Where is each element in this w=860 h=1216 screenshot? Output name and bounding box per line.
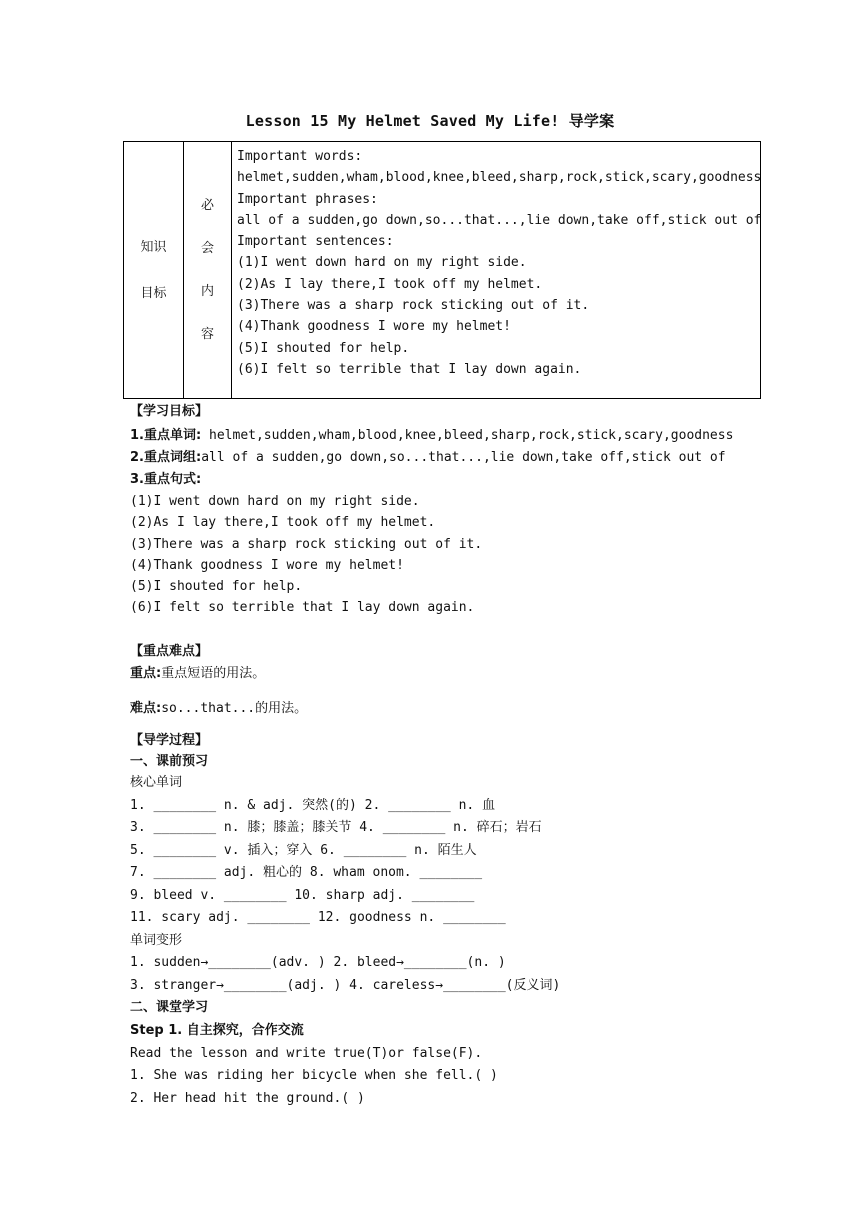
knowledge-target-table <box>123 141 761 399</box>
table-line: (3)There was a sharp rock sticking out of it. <box>237 298 590 314</box>
process-instruction: Read the lesson and write true(T)or false(F). <box>130 1046 483 1061</box>
process-part2: 二、课堂学习 <box>130 1000 209 1015</box>
table-col-required-content <box>184 142 232 399</box>
difficulty-key <box>130 663 265 684</box>
goals-phrases <box>130 447 726 468</box>
vocab-line: 3. ________ n. 膝；膝盖；膝关节 4. ________ n. 碎石；岩石 <box>130 820 542 835</box>
table-col2-char-3: 内 <box>200 284 214 299</box>
table-line: Important sentences: <box>237 234 394 250</box>
goals-sentence: (3)There was a sharp rock sticking out of it. <box>130 537 483 552</box>
vocab-line: 9. bleed v. ________ 10. sharp adj. ________ <box>130 888 475 903</box>
goals-words <box>130 425 733 446</box>
process-heading: 【导学过程】 <box>130 733 209 748</box>
goals-phrases-label: 2.重点词组: <box>130 450 202 465</box>
table-line: (6)I felt so terrible that I lay down again. <box>237 361 582 377</box>
table-line: (1)I went down hard on my right side. <box>237 255 527 271</box>
question-line: 1. She was riding her bicycle when she fell.( ) <box>130 1068 498 1083</box>
table-line: Important phrases: <box>237 191 378 207</box>
table-line: (5)I shouted for help. <box>237 340 410 356</box>
vocab-line: 5. ________ v. 插入；穿入 6. ________ n. 陌生人 <box>130 843 477 858</box>
goals-sentence: (2)As I lay there,I took off my helmet. <box>130 515 436 530</box>
change-line: 3. stranger→________(adj. ) 4. careless→________(反义词) <box>130 978 561 993</box>
goals-sentence: (5)I shouted for help. <box>130 579 303 594</box>
process-step1: Step 1. 自主探究，合作交流 <box>130 1023 304 1038</box>
table-line: helmet,sudden,wham,blood,knee,bleed,sharp,rock,stick,scary,goodness <box>237 170 762 186</box>
table-col-knowledge-target <box>124 142 184 399</box>
table-col2-char-2: 会 <box>200 241 214 256</box>
goals-sentences-label: 3.重点句式: <box>130 472 202 487</box>
table-col2-char-4: 容 <box>200 327 214 342</box>
goals-phrases-text: all of a sudden,go down,so...that...,lie down,take off,stick out of <box>201 450 726 465</box>
difficulty-key-label: 重点: <box>130 666 162 681</box>
difficulty-key-text: 重点短语的用法。 <box>161 666 266 681</box>
question-line: 2. Her head hit the ground.( ) <box>130 1091 365 1106</box>
table-line: (4)Thank goodness I wore my helmet! <box>237 319 511 335</box>
difficulty-hard-text: so...that...的用法。 <box>161 701 308 716</box>
table-line: (2)As I lay there,I took off my helmet. <box>237 276 543 292</box>
process-word-change: 单词变形 <box>130 933 183 948</box>
process-core-words: 核心单词 <box>130 775 183 790</box>
goals-words-text: helmet,sudden,wham,blood,knee,bleed,sharp,rock,stick,scary,goodness <box>201 428 734 443</box>
process-part1: 一、课前预习 <box>130 754 209 769</box>
goals-words-label: 1.重点单词: <box>130 428 202 443</box>
table-line: all of a sudden,go down,so...that...,lie down,take off,stick out of <box>237 212 762 228</box>
table-col1-line-1: 知识 <box>140 239 167 255</box>
goals-heading: 【学习目标】 <box>130 404 209 419</box>
goals-sentence: (4)Thank goodness I wore my helmet! <box>130 558 404 573</box>
page-title: Lesson 15 My Helmet Saved My Life! 导学案 <box>245 112 615 130</box>
difficulty-heading: 【重点难点】 <box>130 644 209 659</box>
goals-sentence: (6)I felt so terrible that I lay down again. <box>130 600 475 615</box>
table-content-cell <box>232 142 761 399</box>
table-col1-line-2: 目标 <box>140 285 167 301</box>
difficulty-hard-label: 难点: <box>130 701 162 716</box>
vocab-line: 11. scary adj. ________ 12. goodness n. ________ <box>130 910 506 925</box>
table-col2-char-1: 必 <box>200 198 214 213</box>
goals-sentence: (1)I went down hard on my right side. <box>130 494 420 509</box>
vocab-line: 1. ________ n. & adj. 突然(的) 2. ________ n. 血 <box>130 798 496 813</box>
vocab-line: 7. ________ adj. 粗心的 8. wham onom. ________ <box>130 865 483 880</box>
difficulty-hard <box>130 698 307 719</box>
table-line: Important words: <box>237 149 363 164</box>
change-line: 1. sudden→________(adv. ) 2. bleed→________(n. ) <box>130 955 506 970</box>
